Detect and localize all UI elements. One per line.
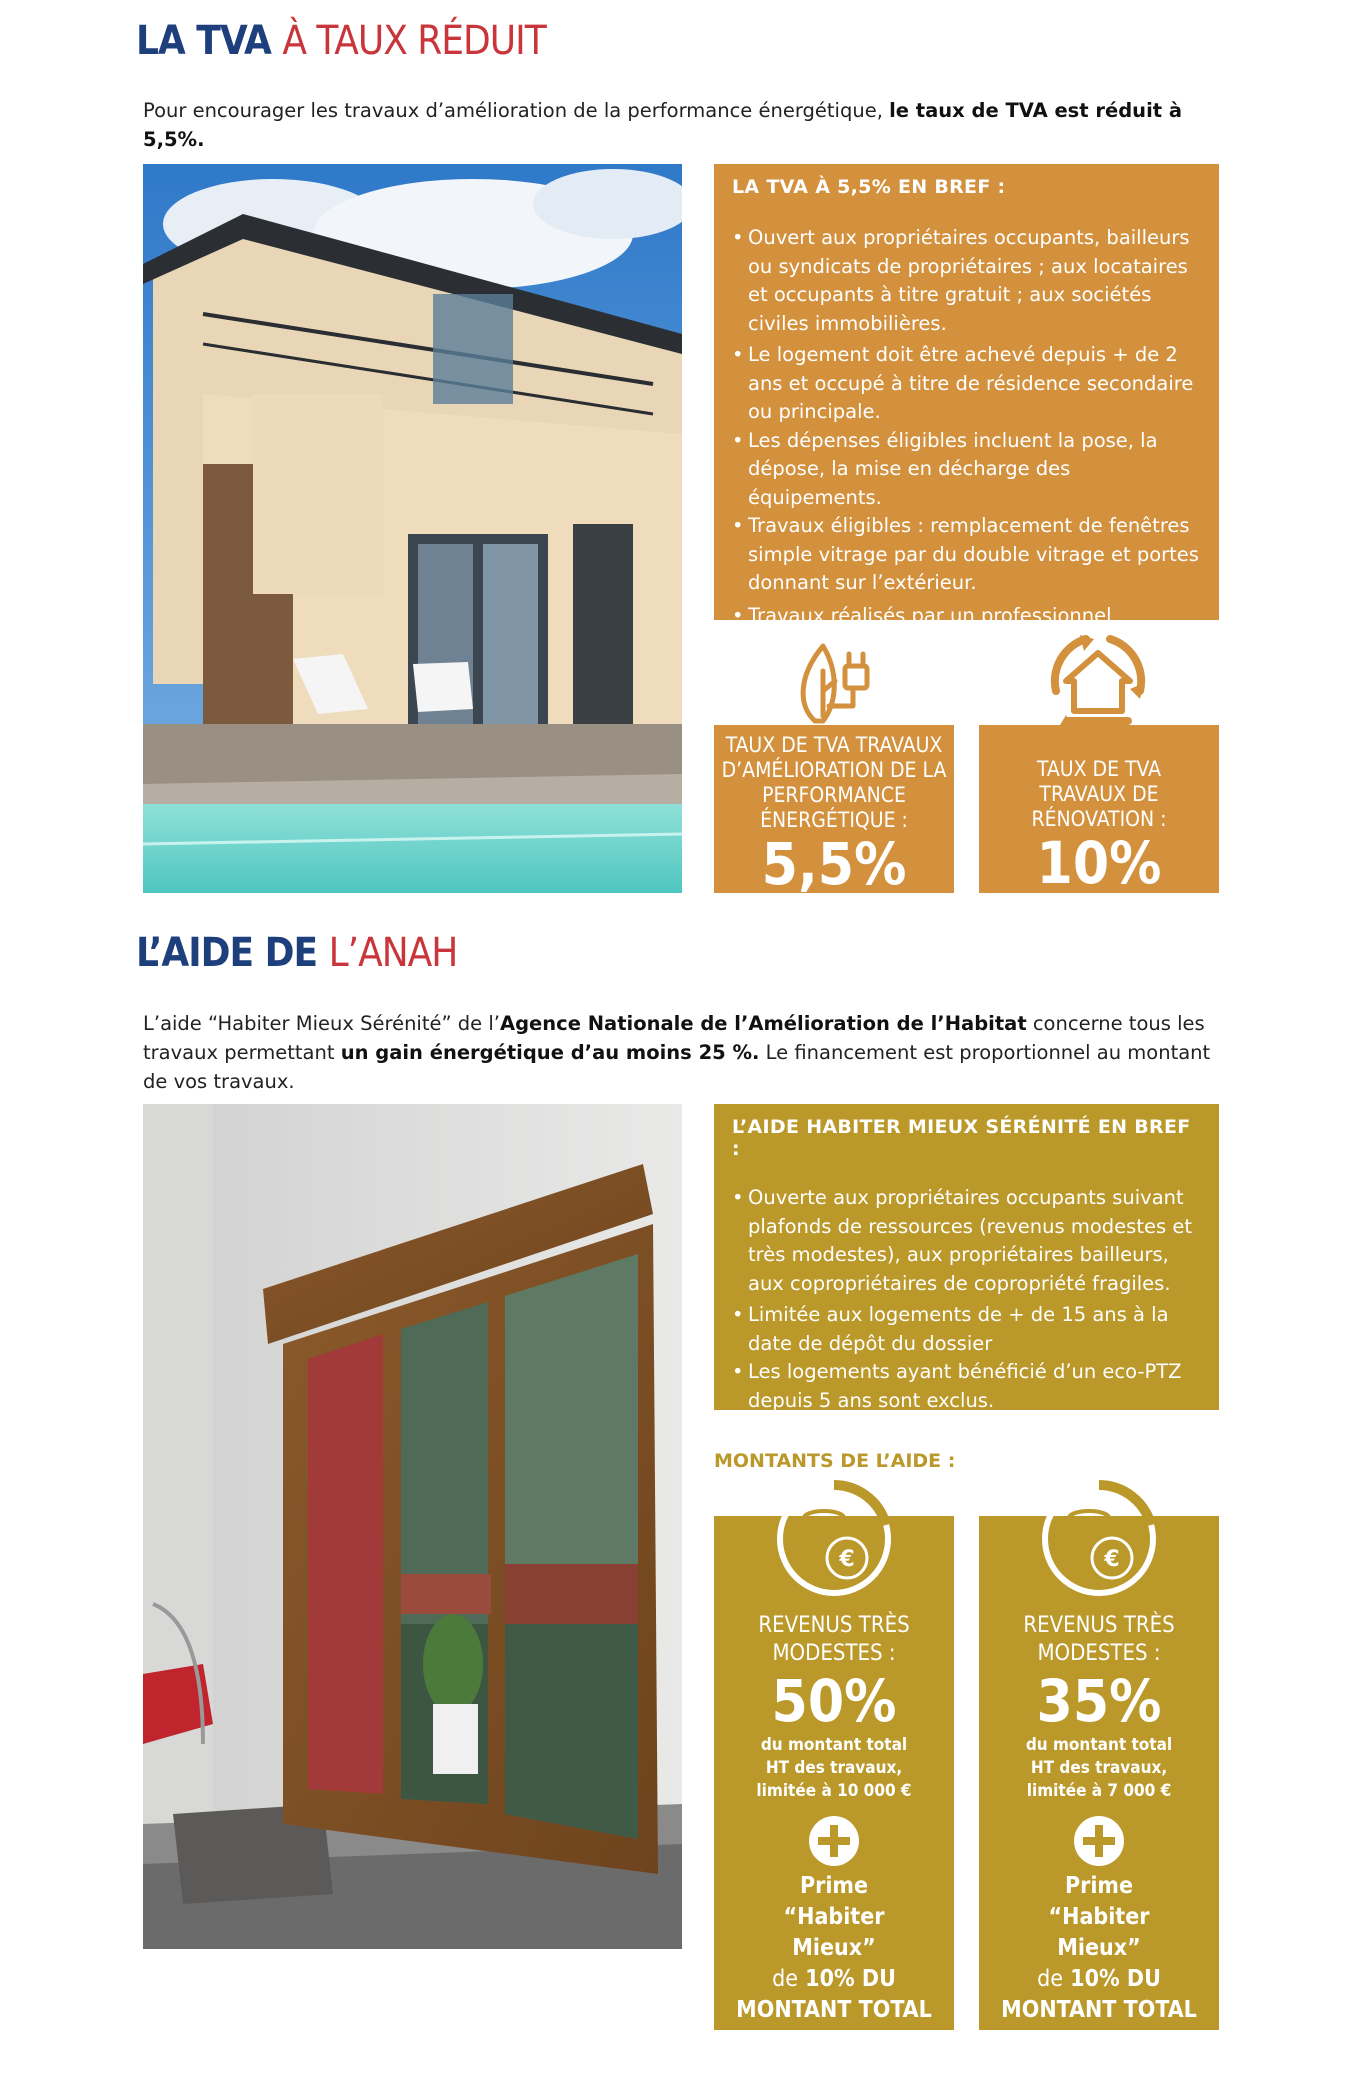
aid-card-35 (979, 1480, 1219, 2085)
aid-card-50 (714, 1480, 954, 2085)
aid-prime: Prime “Habiter Mieux” de 10% DU MONTANT TOTAL HT des travaux, limitée à 1 600 € (1001, 1873, 1197, 2085)
section-title-tva (136, 18, 546, 64)
stat-tva-10 (979, 725, 1219, 897)
section-title-anah (136, 930, 457, 976)
title-part2: À TAUX RÉDUIT (282, 18, 546, 64)
euro-coins-icon (1034, 1480, 1164, 1598)
anah-brief-title: L’AIDE HABITER MIEUX SÉRÉNITÉ EN BREF : (732, 1116, 1191, 1160)
aid-desc: du montant total HT des travaux, limitée à 7 000 € (1025, 1735, 1173, 1801)
stat-tva-5-5 (714, 725, 954, 898)
plug-leaf-icon (793, 636, 879, 726)
title-part1: LA TVA (136, 18, 271, 64)
window-photo (143, 1104, 682, 1949)
svg-text:€: € (839, 1547, 855, 1572)
house-photo (143, 164, 682, 893)
list-item: • Les dépenses éligibles incluent la pose, la dépose, la mise en décharge des équipements. (732, 427, 1201, 513)
list-item: • Limitée aux logements de + de 15 ans à la date de dépôt du dossier (732, 1301, 1201, 1358)
stat-value: 5,5% (761, 830, 907, 898)
list-item: • Les logements ayant bénéficié d’un eco-PTZ depuis 5 ans sont exclus. (732, 1358, 1201, 1415)
list-item: • Travaux réalisés par un professionnel (732, 602, 1201, 631)
aid-desc: du montant total HT des travaux, limitée à 10 000 € (756, 1735, 912, 1801)
tva-brief-box (714, 164, 1219, 627)
stat-label: TAUX DE TVA TRAVAUX DE RÉNOVATION : (1031, 757, 1167, 831)
stat-label: TAUX DE TVA TRAVAUX D’AMÉLIORATION DE LA PERFORMANCE ÉNERGÉTIQUE : (721, 733, 947, 832)
list-item: • Le logement doit être achevé depuis + de 2 ans et occupé à titre de résidence secondaire ou principale. (732, 341, 1201, 427)
aid-label: REVENUS TRÈS MODESTES : (758, 1613, 910, 1666)
tva-bullet-list (732, 224, 1201, 630)
list-item: • Ouvert aux propriétaires occupants, bailleurs ou syndicats de propriétaires ; aux locataires et occupants à titre gratuit ; aux sociétés civiles immobilières. (732, 224, 1201, 338)
plus-icon (808, 1815, 860, 1867)
list-item: • Ouverte aux propriétaires occupants suivant plafonds de ressources (revenus modestes et très modestes), aux propriétaires bailleurs, aux copropriétaires de copropriété fragiles. (732, 1184, 1201, 1298)
anah-bullet-list (732, 1184, 1201, 1415)
aid-prime: Prime “Habiter Mieux” de 10% DU MONTANT TOTAL HT des travaux, limitée à 2 000 € (736, 1873, 932, 2085)
aid-percent: 35% (1036, 1667, 1162, 1735)
anah-brief-box (714, 1104, 1219, 1410)
house-recycle-icon (1036, 631, 1160, 729)
intro-paragraph: Pour encourager les travaux d’amélioration de la performance énergétique, le taux de TVA est réduit à 5,5%. (143, 99, 1183, 151)
aid-percent: 50% (771, 1667, 897, 1735)
plus-icon (1073, 1815, 1125, 1867)
anah-intro-paragraph: L’aide “Habiter Mieux Sérénité” de l’Agence Nationale de l’Amélioration de l’Habitat concerne tous les travaux permettant un gain énergétique d’au moins 25 %. Le financement est proportionnel au montant de vos travaux. (143, 1012, 1211, 1093)
euro-coins-icon (769, 1480, 899, 1598)
list-item: • Travaux éligibles : remplacement de fenêtres simple vitrage par du double vitrage et portes donnant sur l’extérieur. (732, 512, 1201, 598)
tva-brief-title: LA TVA À 5,5% EN BREF : (732, 176, 1006, 198)
stat-value: 10% (1036, 829, 1162, 897)
title-part1: L’AIDE DE (136, 930, 318, 976)
aid-label: REVENUS TRÈS MODESTES : (1023, 1613, 1175, 1666)
svg-text:€: € (1104, 1547, 1120, 1572)
title-part2: L’ANAH (328, 930, 458, 976)
montants-title: MONTANTS DE L’AIDE : (714, 1450, 956, 1472)
